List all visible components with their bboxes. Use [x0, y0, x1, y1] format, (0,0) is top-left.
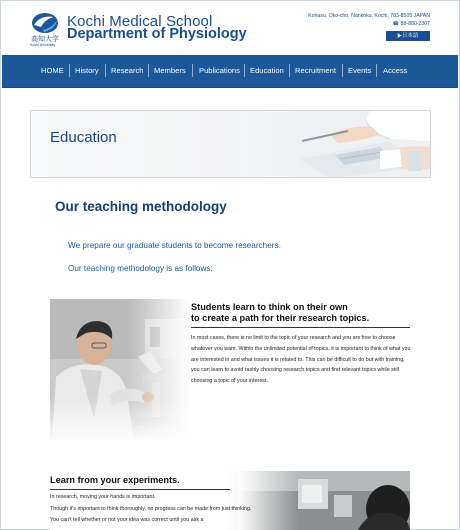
- nav-separator: [376, 64, 377, 77]
- site-title-line1[interactable]: Kochi Medical School: [67, 13, 213, 30]
- nav-item-home[interactable]: HOME: [41, 66, 64, 75]
- section1-title-line1: Students learn to think on their own: [191, 302, 348, 312]
- nav-separator: [192, 64, 193, 77]
- nav-separator: [148, 64, 149, 77]
- section2-title: Learn from your experiments.: [50, 475, 180, 485]
- nav-separator: [69, 64, 70, 77]
- address-text: Kohasu, Oko-cho, Nankoku, Kochi, 783-8505 JAPAN: [308, 13, 430, 19]
- section1-title-line2: to create a path for their research topics.: [191, 313, 370, 323]
- phone-number: 88-880-2307: [400, 21, 430, 27]
- nav-item-members[interactable]: Members: [154, 66, 186, 75]
- section2-first-line: In research, moving your hands is important.: [50, 494, 156, 500]
- section1-body: In most cases, there is no limit to the topic of your research and you are free to choose whatever you want. Within the unlimited potential of topics, it is important to think of what you are interested in and what issues it is related to. This can be difficult to do but with training, you can learn to avoid rashly choosing research topics and find relevant topics while still choosing a topic of your interest.: [191, 335, 411, 385]
- logo-japanese-name: 高知大学: [31, 35, 59, 43]
- nav-item-history[interactable]: History: [75, 66, 99, 75]
- nav-separator: [342, 64, 343, 77]
- researcher-microscope-photo: [50, 299, 190, 440]
- phone-line: [393, 21, 430, 27]
- nav-item-publications[interactable]: Publications: [199, 66, 240, 75]
- nav-separator: [105, 64, 106, 77]
- nav-separator: [244, 64, 245, 77]
- logo-english-name: Kochi University: [30, 43, 56, 47]
- section2-divider: [50, 489, 230, 490]
- banner-writing-hand-image: [240, 111, 430, 178]
- nav-separator: [289, 64, 290, 77]
- section1-divider: [191, 327, 410, 328]
- intro-text-1: We prepare our graduate students to become researchers.: [68, 241, 281, 250]
- phone-icon: ☎: [392, 21, 400, 27]
- nav-item-events[interactable]: Events: [348, 66, 372, 75]
- intro-text-2: Our teaching methodology is as follows:: [68, 264, 213, 273]
- section-heading: Our teaching methodology: [55, 199, 227, 214]
- main-navigation: [2, 55, 458, 88]
- lab-experiment-photo: [238, 471, 410, 530]
- banner-title: Education: [50, 129, 117, 146]
- page-banner: [30, 110, 431, 178]
- site-title-line2[interactable]: Department of Physiology: [67, 26, 247, 42]
- japanese-language-button[interactable]: ▶日本語: [386, 31, 430, 41]
- nav-item-recruitment[interactable]: Recruitment: [295, 66, 336, 75]
- nav-item-access[interactable]: Access: [383, 66, 408, 75]
- nav-item-education[interactable]: Education: [250, 66, 284, 75]
- nav-item-research[interactable]: Research: [111, 66, 144, 75]
- section2-body: Though it's important to think thoroughly, no progress can be made from just thinking. You can't tell whether or not your idea was correct until you ask a: [50, 506, 252, 523]
